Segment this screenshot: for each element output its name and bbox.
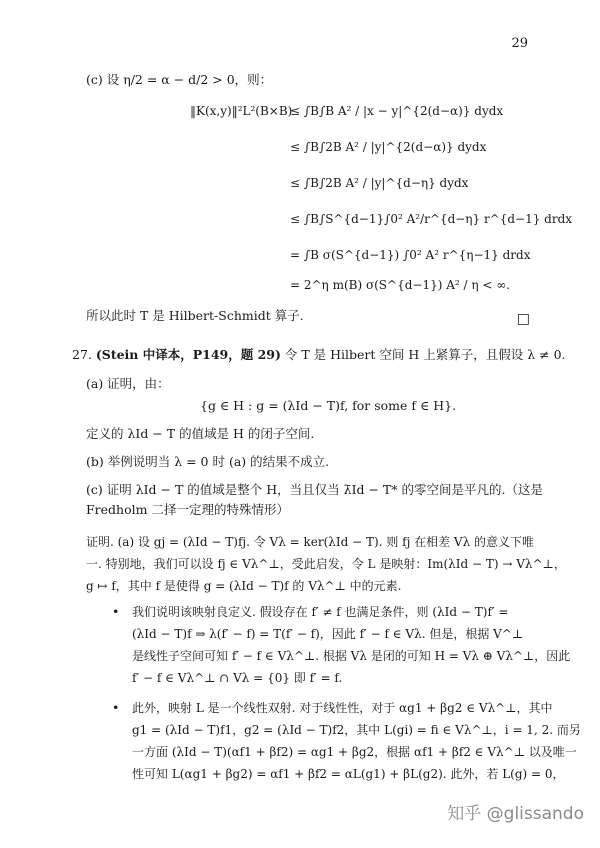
equation-lhs: ‖K(x,y)‖²L²(B×B) xyxy=(190,104,293,118)
problem-number: 27. xyxy=(72,347,92,362)
bullet-2-line-1: 此外，映射 L 是一个线性双射. 对于线性性，对于 αg1 + βg2 ∈ Vλ^⊥，其中 xyxy=(132,701,553,715)
problem-b: (b) 举例说明当 λ = 0 时 (a) 的结果不成立. xyxy=(86,454,330,469)
watermark: 知乎 @glissando xyxy=(447,804,584,824)
qed-symbol: □ xyxy=(516,311,530,327)
equation-row-3: ≤ ∫B∫2B A² / |y|^{d−η} dydx xyxy=(290,176,469,190)
problem-statement: 令 T 是 Hilbert 空间 H 上紧算子，且假设 λ ≠ 0. xyxy=(284,347,566,362)
bullet-1-line-4: f′ − f ∈ Vλ^⊥ ∩ Vλ = {0} 即 f′ = f. xyxy=(132,671,343,685)
equation-row-1: ≤ ∫B∫B A² / |x − y|^{2(d−α)} dydx xyxy=(290,104,504,118)
equation-row-6: = 2^η m(B) σ(S^{d−1}) A² / η < ∞. xyxy=(290,278,511,292)
bullet-1-line-2: (λId − T)f ⇒ λ(f′ − f) = T(f′ − f)，因此 f′ − f ∈ Vλ. 但是，根据 V^⊥ xyxy=(132,627,524,641)
problem-c-line-1: (c) 证明 λId − T 的值域是整个 H，当且仅当 λ̄Id − T* 的零空间是平凡的.（这是 xyxy=(86,482,543,497)
bullet-1-line-3: 是线性子空间可知 f′ − f ∈ Vλ^⊥. 根据 Vλ 是闭的可知 H = Vλ ⊕ Vλ^⊥，因此 xyxy=(132,649,571,663)
page-number: 29 xyxy=(511,36,528,51)
proof-line-2: 一. 特别地，我们可以设 fj ∈ Vλ^⊥，受此启发，令 L 是映射：Im(λId − T) → Vλ^⊥， xyxy=(86,557,566,571)
equation-row-4: ≤ ∫B∫S^{d−1}∫0² A²/r^{d−η} r^{d−1} drdx xyxy=(290,212,573,226)
bullet-2-mark: • xyxy=(112,700,120,715)
proof-line-1: 证明. (a) 设 gj = (λId − T)fj. 令 Vλ = ker(λId − T). 则 fj 在相差 Vλ 的意义下唯 xyxy=(86,535,535,549)
bullet-2-line-2: g1 = (λId − T)f1，g2 = (λId − T)f2，其中 L(gi) = fi ∈ Vλ^⊥，i = 1, 2. 而另 xyxy=(132,723,581,737)
problem-c-line-2: Fredholm 二择一定理的特殊情形） xyxy=(86,502,289,517)
proof-line-3: g ↦ f，其中 f 是使得 g = (λId − T)f 的 Vλ^⊥ 中的元素. xyxy=(86,579,402,593)
bullet-1-line-1: 我们说明该映射良定义. 假设存在 f′ ≠ f 也满足条件，则 (λId − T)f′ = xyxy=(132,605,509,619)
problem-reference: (Stein 中译本，P149，题 29) xyxy=(95,347,281,362)
conclusion-text: 所以此时 T 是 Hilbert-Schmidt 算子. xyxy=(86,308,304,323)
problem-header xyxy=(72,345,566,365)
equation-row-2: ≤ ∫B∫2B A² / |y|^{2(d−α)} dydx xyxy=(290,140,487,154)
bullet-1-mark: • xyxy=(112,604,120,619)
problem-a-tail: 定义的 λId − T 的值域是 H 的闭子空间. xyxy=(86,426,315,441)
problem-a-intro: (a) 证明，由： xyxy=(86,376,170,391)
part-c-intro: (c) 设 η/2 = α − d/2 > 0，则： xyxy=(86,72,273,87)
problem-a-set: {g ∈ H : g = (λId − T)f, for some f ∈ H}. xyxy=(200,398,457,413)
equation-row-5: = ∫B σ(S^{d−1}) ∫0² A² r^{η−1} drdx xyxy=(290,248,531,262)
bullet-2-line-3: 一方面 (λId − T)(αf1 + βf2) = αg1 + βg2，根据 αf1 + βf2 ∈ Vλ^⊥ 以及唯一 xyxy=(132,745,577,759)
bullet-2-line-4: 性可知 L(αg1 + βg2) = αf1 + βf2 = αL(g1) + βL(g2). 此外，若 L(g) = 0， xyxy=(132,767,565,781)
